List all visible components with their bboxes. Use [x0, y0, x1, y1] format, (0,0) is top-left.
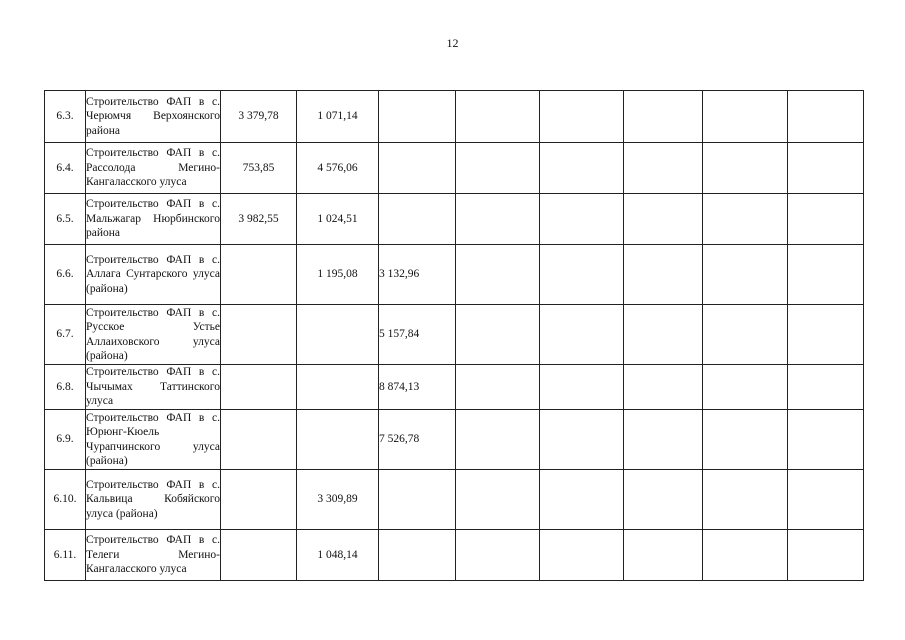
value-col-1	[221, 305, 297, 365]
value-col-2: 1 024,51	[297, 194, 379, 245]
value-col-4	[456, 365, 540, 410]
value-col-5	[540, 91, 624, 143]
row-name: Строительство ФАП в с. Юрюнг-Кюель Чурапчинского улуса (района)	[86, 410, 221, 470]
value-col-3: 5 157,84	[379, 305, 456, 365]
value-col-5	[540, 470, 624, 530]
value-col-6	[624, 143, 703, 194]
value-col-5	[540, 143, 624, 194]
row-number: 6.3.	[45, 91, 86, 143]
value-col-3	[379, 194, 456, 245]
value-col-7	[703, 530, 788, 581]
value-col-8	[788, 470, 864, 530]
value-col-6	[624, 530, 703, 581]
value-col-5	[540, 194, 624, 245]
value-col-6	[624, 410, 703, 470]
value-col-1: 753,85	[221, 143, 297, 194]
value-col-3	[379, 530, 456, 581]
value-col-3	[379, 143, 456, 194]
value-col-6	[624, 245, 703, 305]
value-col-8	[788, 194, 864, 245]
value-col-4	[456, 530, 540, 581]
row-number: 6.10.	[45, 470, 86, 530]
value-col-1	[221, 470, 297, 530]
table-row	[45, 143, 864, 194]
row-number: 6.6.	[45, 245, 86, 305]
table-row	[45, 365, 864, 410]
value-col-2	[297, 365, 379, 410]
value-col-4	[456, 194, 540, 245]
value-col-6	[624, 194, 703, 245]
value-col-2: 1 195,08	[297, 245, 379, 305]
value-col-6	[624, 91, 703, 143]
value-col-1: 3 982,55	[221, 194, 297, 245]
value-col-8	[788, 245, 864, 305]
value-col-3: 3 132,96	[379, 245, 456, 305]
row-name: Строительство ФАП в с. Кальвица Кобяйского улуса (района)	[86, 470, 221, 530]
value-col-5	[540, 365, 624, 410]
row-number: 6.9.	[45, 410, 86, 470]
table-row	[45, 91, 864, 143]
value-col-2	[297, 305, 379, 365]
table-row	[45, 305, 864, 365]
value-col-8	[788, 91, 864, 143]
page-number: 12	[446, 36, 459, 50]
value-col-1	[221, 410, 297, 470]
value-col-2: 4 576,06	[297, 143, 379, 194]
value-col-3	[379, 91, 456, 143]
value-col-4	[456, 410, 540, 470]
row-name: Строительство ФАП в с. Рассолода Мегино-Кангаласского улуса	[86, 143, 221, 194]
row-name: Строительство ФАП в с. Аллага Сунтарского улуса (района)	[86, 245, 221, 305]
value-col-1	[221, 365, 297, 410]
value-col-8	[788, 410, 864, 470]
value-col-1	[221, 245, 297, 305]
value-col-3: 8 874,13	[379, 365, 456, 410]
value-col-8	[788, 530, 864, 581]
value-col-5	[540, 530, 624, 581]
value-col-8	[788, 365, 864, 410]
row-number: 6.4.	[45, 143, 86, 194]
value-col-7	[703, 91, 788, 143]
value-col-6	[624, 365, 703, 410]
value-col-1	[221, 530, 297, 581]
value-col-4	[456, 470, 540, 530]
value-col-4	[456, 91, 540, 143]
value-col-6	[624, 305, 703, 365]
table-row	[45, 194, 864, 245]
value-col-5	[540, 305, 624, 365]
table-row	[45, 410, 864, 470]
row-name: Строительство ФАП в с. Черюмчя Верхоянского района	[86, 91, 221, 143]
value-col-6	[624, 470, 703, 530]
value-col-8	[788, 305, 864, 365]
row-name: Строительство ФАП в с. Русское Устье Аллаиховского улуса (района)	[86, 305, 221, 365]
value-col-7	[703, 365, 788, 410]
value-col-4	[456, 143, 540, 194]
row-name: Строительство ФАП в с. Телеги Мегино-Кангаласского улуса	[86, 530, 221, 581]
value-col-7	[703, 245, 788, 305]
value-col-4	[456, 305, 540, 365]
row-number: 6.7.	[45, 305, 86, 365]
value-col-4	[456, 245, 540, 305]
table-row	[45, 530, 864, 581]
value-col-5	[540, 410, 624, 470]
table-body	[45, 91, 864, 581]
table-row	[45, 470, 864, 530]
table-row	[45, 245, 864, 305]
value-col-2	[297, 410, 379, 470]
program-table	[44, 90, 864, 581]
value-col-7	[703, 470, 788, 530]
value-col-8	[788, 143, 864, 194]
row-name: Строительство ФАП в с. Чычымах Таттинского улуса	[86, 365, 221, 410]
value-col-3: 7 526,78	[379, 410, 456, 470]
row-number: 6.5.	[45, 194, 86, 245]
value-col-1: 3 379,78	[221, 91, 297, 143]
row-number: 6.11.	[45, 530, 86, 581]
row-name: Строительство ФАП в с. Мальжагар Нюрбинского района	[86, 194, 221, 245]
value-col-2: 1 048,14	[297, 530, 379, 581]
value-col-5	[540, 245, 624, 305]
value-col-2: 3 309,89	[297, 470, 379, 530]
value-col-7	[703, 305, 788, 365]
value-col-7	[703, 410, 788, 470]
value-col-3	[379, 470, 456, 530]
row-number: 6.8.	[45, 365, 86, 410]
value-col-7	[703, 194, 788, 245]
value-col-2: 1 071,14	[297, 91, 379, 143]
value-col-7	[703, 143, 788, 194]
